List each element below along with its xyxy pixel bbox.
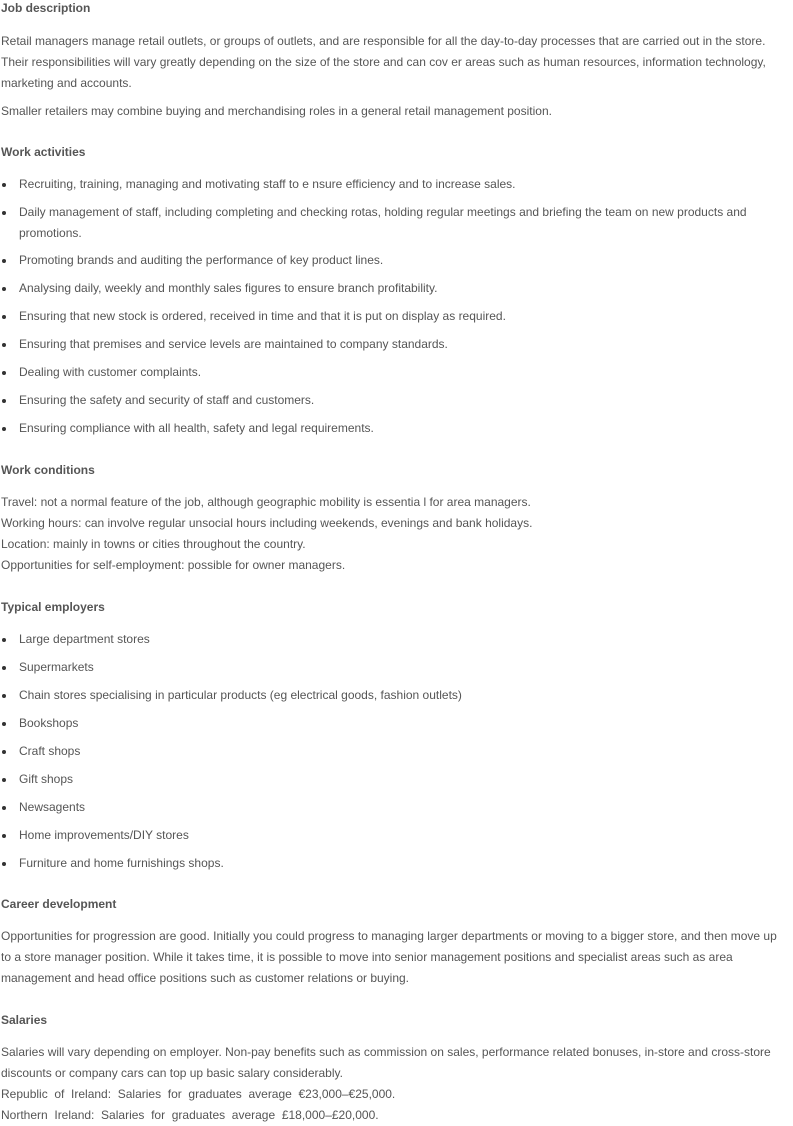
job-description-heading: Job description xyxy=(1,1,91,15)
list-item: Supermarkets xyxy=(1,657,785,678)
typical-employers-heading: Typical employers xyxy=(1,600,105,614)
list-item: Analysing daily, weekly and monthly sales figures to ensure branch profitability. xyxy=(1,278,785,299)
career-development-section xyxy=(1,896,785,989)
job-description-section xyxy=(1,0,785,122)
salaries-northern-ireland: Northern Ireland: Salaries for graduates average £18,000–£20,000. xyxy=(1,1108,379,1122)
list-item: Dealing with customer complaints. xyxy=(1,362,785,383)
list-item: Large department stores xyxy=(1,629,785,650)
work-conditions-section xyxy=(1,462,785,576)
salaries-paragraph: Salaries will vary depending on employer. Non-pay benefits such as commission on sales, performance related bonuses, in-store and cross-store discounts or company cars can top up basic salary considerably. xyxy=(1,1045,771,1080)
work-activities-heading: Work activities xyxy=(1,145,86,159)
work-conditions-travel: Travel: not a normal feature of the job, although geographic mobility is essentia l for area managers. xyxy=(1,495,531,509)
work-activities-section xyxy=(1,144,785,439)
list-item: Bookshops xyxy=(1,713,785,734)
work-conditions-heading: Work conditions xyxy=(1,463,95,477)
list-item: Ensuring compliance with all health, safety and legal requirements. xyxy=(1,418,785,439)
list-item: Home improvements/DIY stores xyxy=(1,825,785,846)
salaries-republic-of-ireland: Republic of Ireland: Salaries for graduates average €23,000–€25,000. xyxy=(1,1087,396,1101)
job-description-paragraph-1: Retail managers manage retail outlets, or groups of outlets, and are responsible for all the day-to-day processes that are carried out in the store. Their responsibilities will vary greatly depending on the size of the store and can cov er areas such as human resources, information technology, marketing and accounts. xyxy=(1,34,766,90)
list-item: Gift shops xyxy=(1,769,785,790)
list-item: Ensuring that new stock is ordered, received in time and that it is put on display as required. xyxy=(1,306,785,327)
list-item: Promoting brands and auditing the performance of key product lines. xyxy=(1,250,785,271)
list-item: Daily management of staff, including completing and checking rotas, holding regular meetings and briefing the team on new products and promotions. xyxy=(1,202,785,244)
list-item: Recruiting, training, managing and motivating staff to e nsure efficiency and to increase sales. xyxy=(1,174,785,195)
typical-employers-list xyxy=(1,629,785,874)
list-item: Newsagents xyxy=(1,797,785,818)
work-conditions-location: Location: mainly in towns or cities throughout the country. xyxy=(1,537,306,551)
list-item: Chain stores specialising in particular products (eg electrical goods, fashion outlets) xyxy=(1,685,785,706)
list-item: Ensuring that premises and service levels are maintained to company standards. xyxy=(1,334,785,355)
job-description-paragraph-2: Smaller retailers may combine buying and merchandising roles in a general retail management position. xyxy=(1,104,552,118)
list-item: Furniture and home furnishings shops. xyxy=(1,853,785,874)
list-item: Craft shops xyxy=(1,741,785,762)
salaries-section xyxy=(1,1012,785,1126)
typical-employers-section xyxy=(1,599,785,874)
career-development-paragraph: Opportunities for progression are good. Initially you could progress to managing larger departments or moving to a bigger store, and then move up to a store manager position. While it takes time, it is possible to move into senior management positions and specialist areas such as area management and head office positions such as customer relations or buying. xyxy=(1,929,777,985)
work-activities-list xyxy=(1,174,785,439)
salaries-heading: Salaries xyxy=(1,1013,48,1027)
list-item: Ensuring the safety and security of staff and customers. xyxy=(1,390,785,411)
work-conditions-lines xyxy=(1,492,785,576)
work-conditions-self-employment: Opportunities for self-employment: possible for owner managers. xyxy=(1,558,346,572)
work-conditions-hours: Working hours: can involve regular unsocial hours including weekends, evenings and bank holidays. xyxy=(1,516,533,530)
career-development-heading: Career development xyxy=(1,897,117,911)
